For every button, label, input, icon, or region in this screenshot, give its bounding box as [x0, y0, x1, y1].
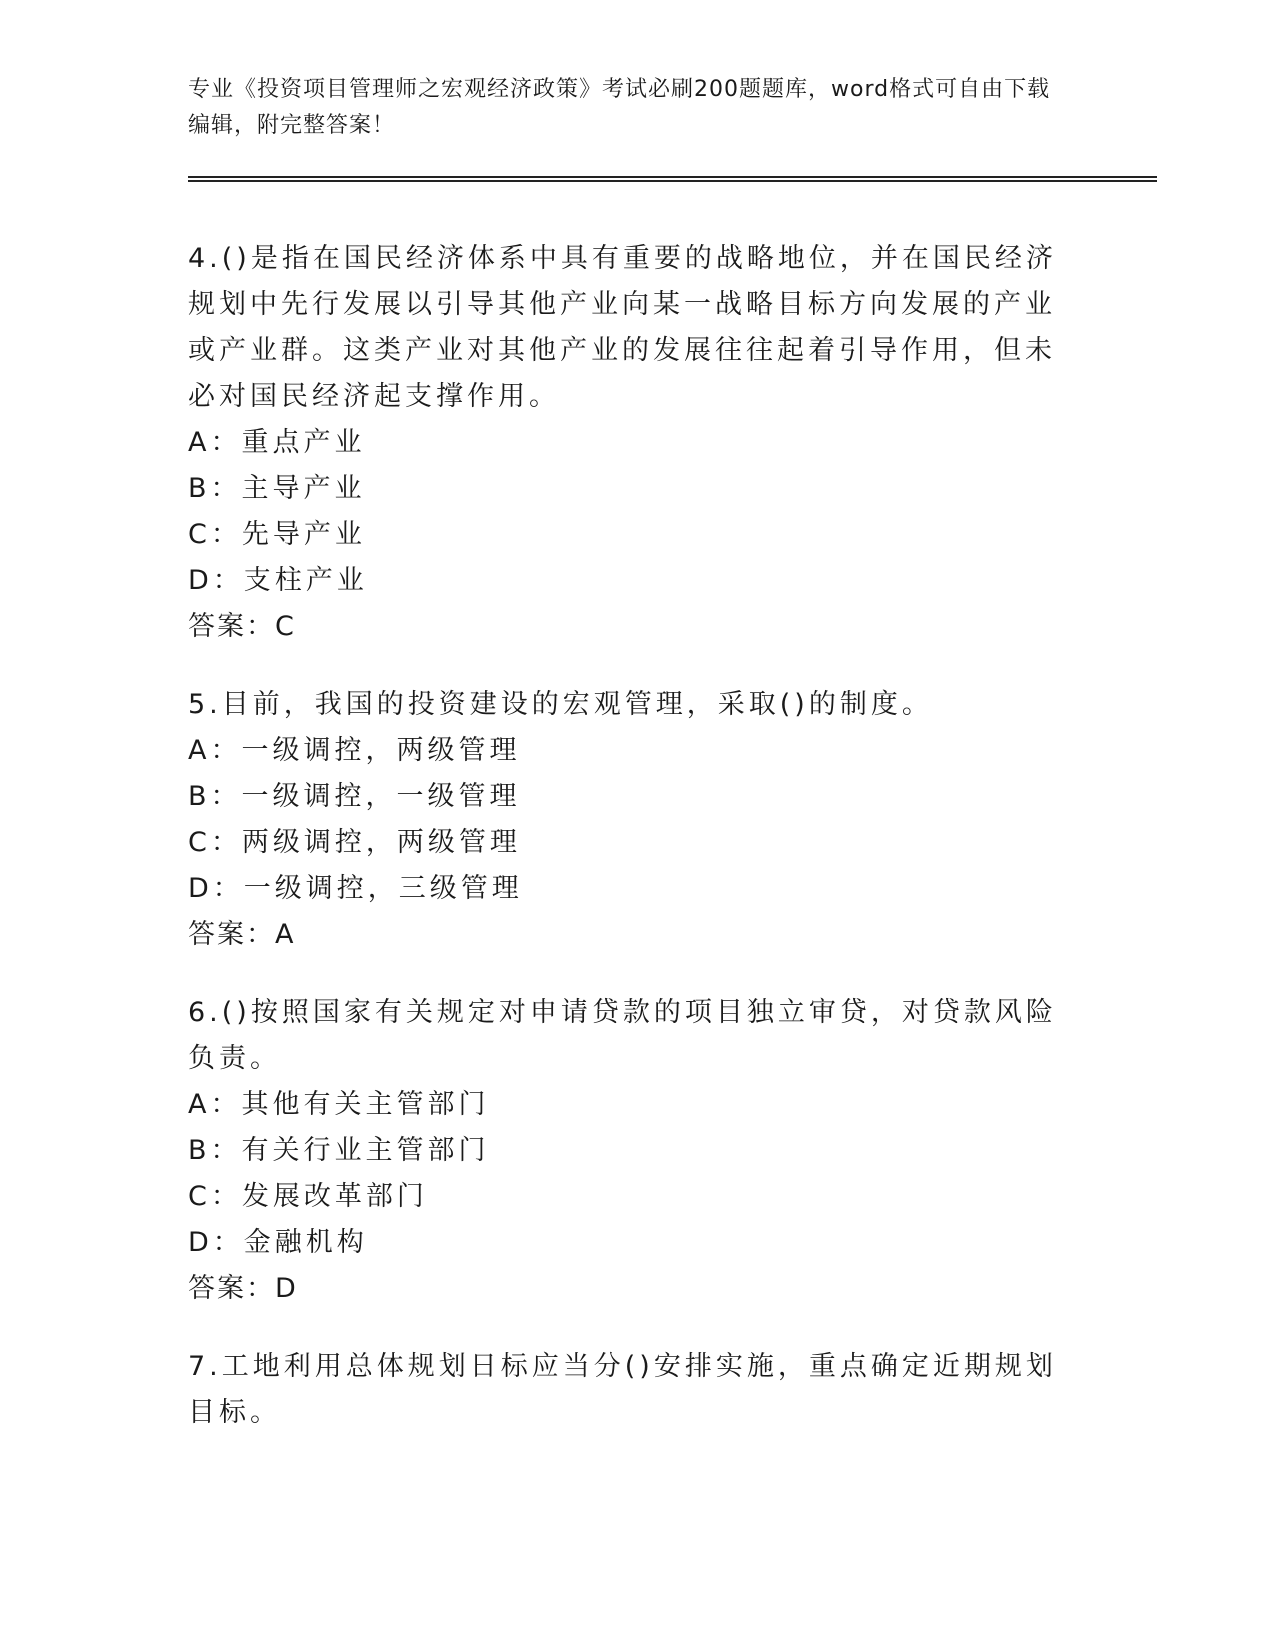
question-6 — [188, 990, 1068, 1312]
option-b: B：有关行业主管部门 — [188, 1135, 490, 1166]
question-4 — [188, 236, 1068, 650]
option-c: C：发展改革部门 — [188, 1181, 428, 1212]
option-d: D：金融机构 — [188, 1227, 368, 1258]
question-7 — [188, 1344, 1068, 1436]
option-a: A：其他有关主管部门 — [188, 1089, 490, 1120]
option-d: D：一级调控，三级管理 — [188, 873, 523, 904]
answer: 答案：A — [188, 919, 296, 950]
option-b: B：一级调控，一级管理 — [188, 781, 521, 812]
question-list — [188, 236, 1068, 1468]
option-a: A：一级调控，两级管理 — [188, 735, 521, 766]
question-stem: 4.()是指在国民经济体系中具有重要的战略地位，并在国民经济规划中先行发展以引导其他产业向某一战略目标方向发展的产业或产业群。这类产业对其他产业的发展往往起着引导作用，但未必对国民经济起支撑作用。 — [188, 243, 1057, 412]
header-divider — [188, 176, 1157, 182]
option-c: C：两级调控，两级管理 — [188, 827, 521, 858]
option-d: D：支柱产业 — [188, 565, 368, 596]
option-c: C：先导产业 — [188, 519, 366, 550]
question-stem: 5.目前，我国的投资建设的宏观管理，采取()的制度。 — [188, 689, 933, 720]
option-b: B：主导产业 — [188, 473, 366, 504]
document-header — [188, 72, 1068, 144]
question-stem: 7.工地利用总体规划日标应当分()安排实施，重点确定近期规划目标。 — [188, 1351, 1057, 1428]
question-stem: 6.()按照国家有关规定对申请贷款的项目独立审贷，对贷款风险负责。 — [188, 997, 1057, 1074]
answer: 答案：D — [188, 1273, 298, 1304]
answer: 答案：C — [188, 611, 296, 642]
question-5 — [188, 682, 1068, 958]
option-a: A：重点产业 — [188, 427, 366, 458]
header-text: 专业《投资项目管理师之宏观经济政策》考试必刷200题题库，word格式可自由下载编辑，附完整答案！ — [188, 77, 1051, 138]
